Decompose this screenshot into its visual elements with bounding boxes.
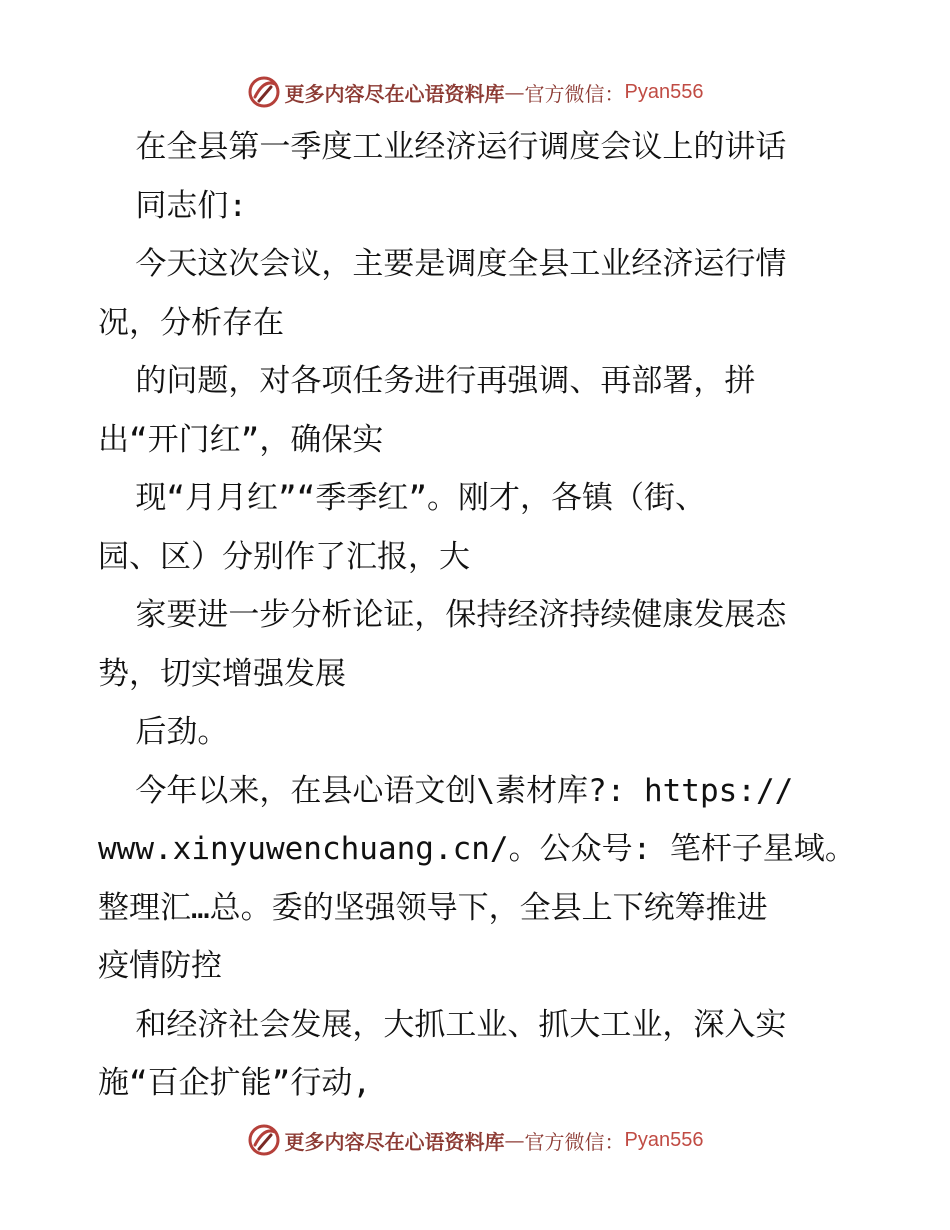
body-line: 后劲。 [98,714,229,750]
document-body [98,118,858,1113]
body-line: 况，分析存在 [98,304,284,341]
banner-slogan: 更多内容尽在心语资料库 [284,81,505,106]
body-line: 今天这次会议，主要是调度全县工业经济运行情 [98,246,787,282]
pen-logo-icon [247,1123,281,1157]
banner-wechat-id: Pyan556 [624,1128,704,1151]
body-line: 势，切实增强发展 [98,655,346,692]
banner-wechat-id: Pyan556 [624,80,704,103]
pen-logo-icon [247,75,281,109]
body-line: 家要进一步分析论证，保持经济持续健康发展态 [98,597,787,633]
banner-dash: — [504,1128,525,1152]
header-banner [0,72,950,112]
body-line: 整理汇…总。委的坚强领导下，全县上下统筹推进 [98,889,768,926]
banner-wechat-label: 官方微信： [524,1129,625,1154]
body-line: 园、区）分别作了汇报，大 [98,538,470,575]
banner-slogan: 更多内容尽在心语资料库 [284,1129,505,1154]
banner-dash: — [504,80,525,104]
footer-banner [0,1120,950,1160]
body-line: 现“月月红”“季季红”。刚才，各镇（街、 [98,480,706,516]
body-line: 疫情防控 [98,948,222,984]
body-line: www.xinyuwenchuang.cn/。公众号: 笔杆子星域。 [98,831,856,867]
body-line: 施“百企扩能”行动, [98,1065,371,1101]
body-line: 出“开门红”，确保实 [98,421,384,458]
body-line: 的问题，对各项任务进行再强调、再部署，拼 [98,363,756,399]
banner-wechat-label: 官方微信： [524,81,625,106]
body-line: 和经济社会发展，大抓工业、抓大工业，深入实 [98,1006,787,1043]
salutation: 同志们: [98,187,247,224]
body-line: 今年以来，在县心语文创\素材库?: https:// [98,772,794,809]
document-title: 在全县第一季度工业经济运行调度会议上的讲话 [98,129,787,165]
